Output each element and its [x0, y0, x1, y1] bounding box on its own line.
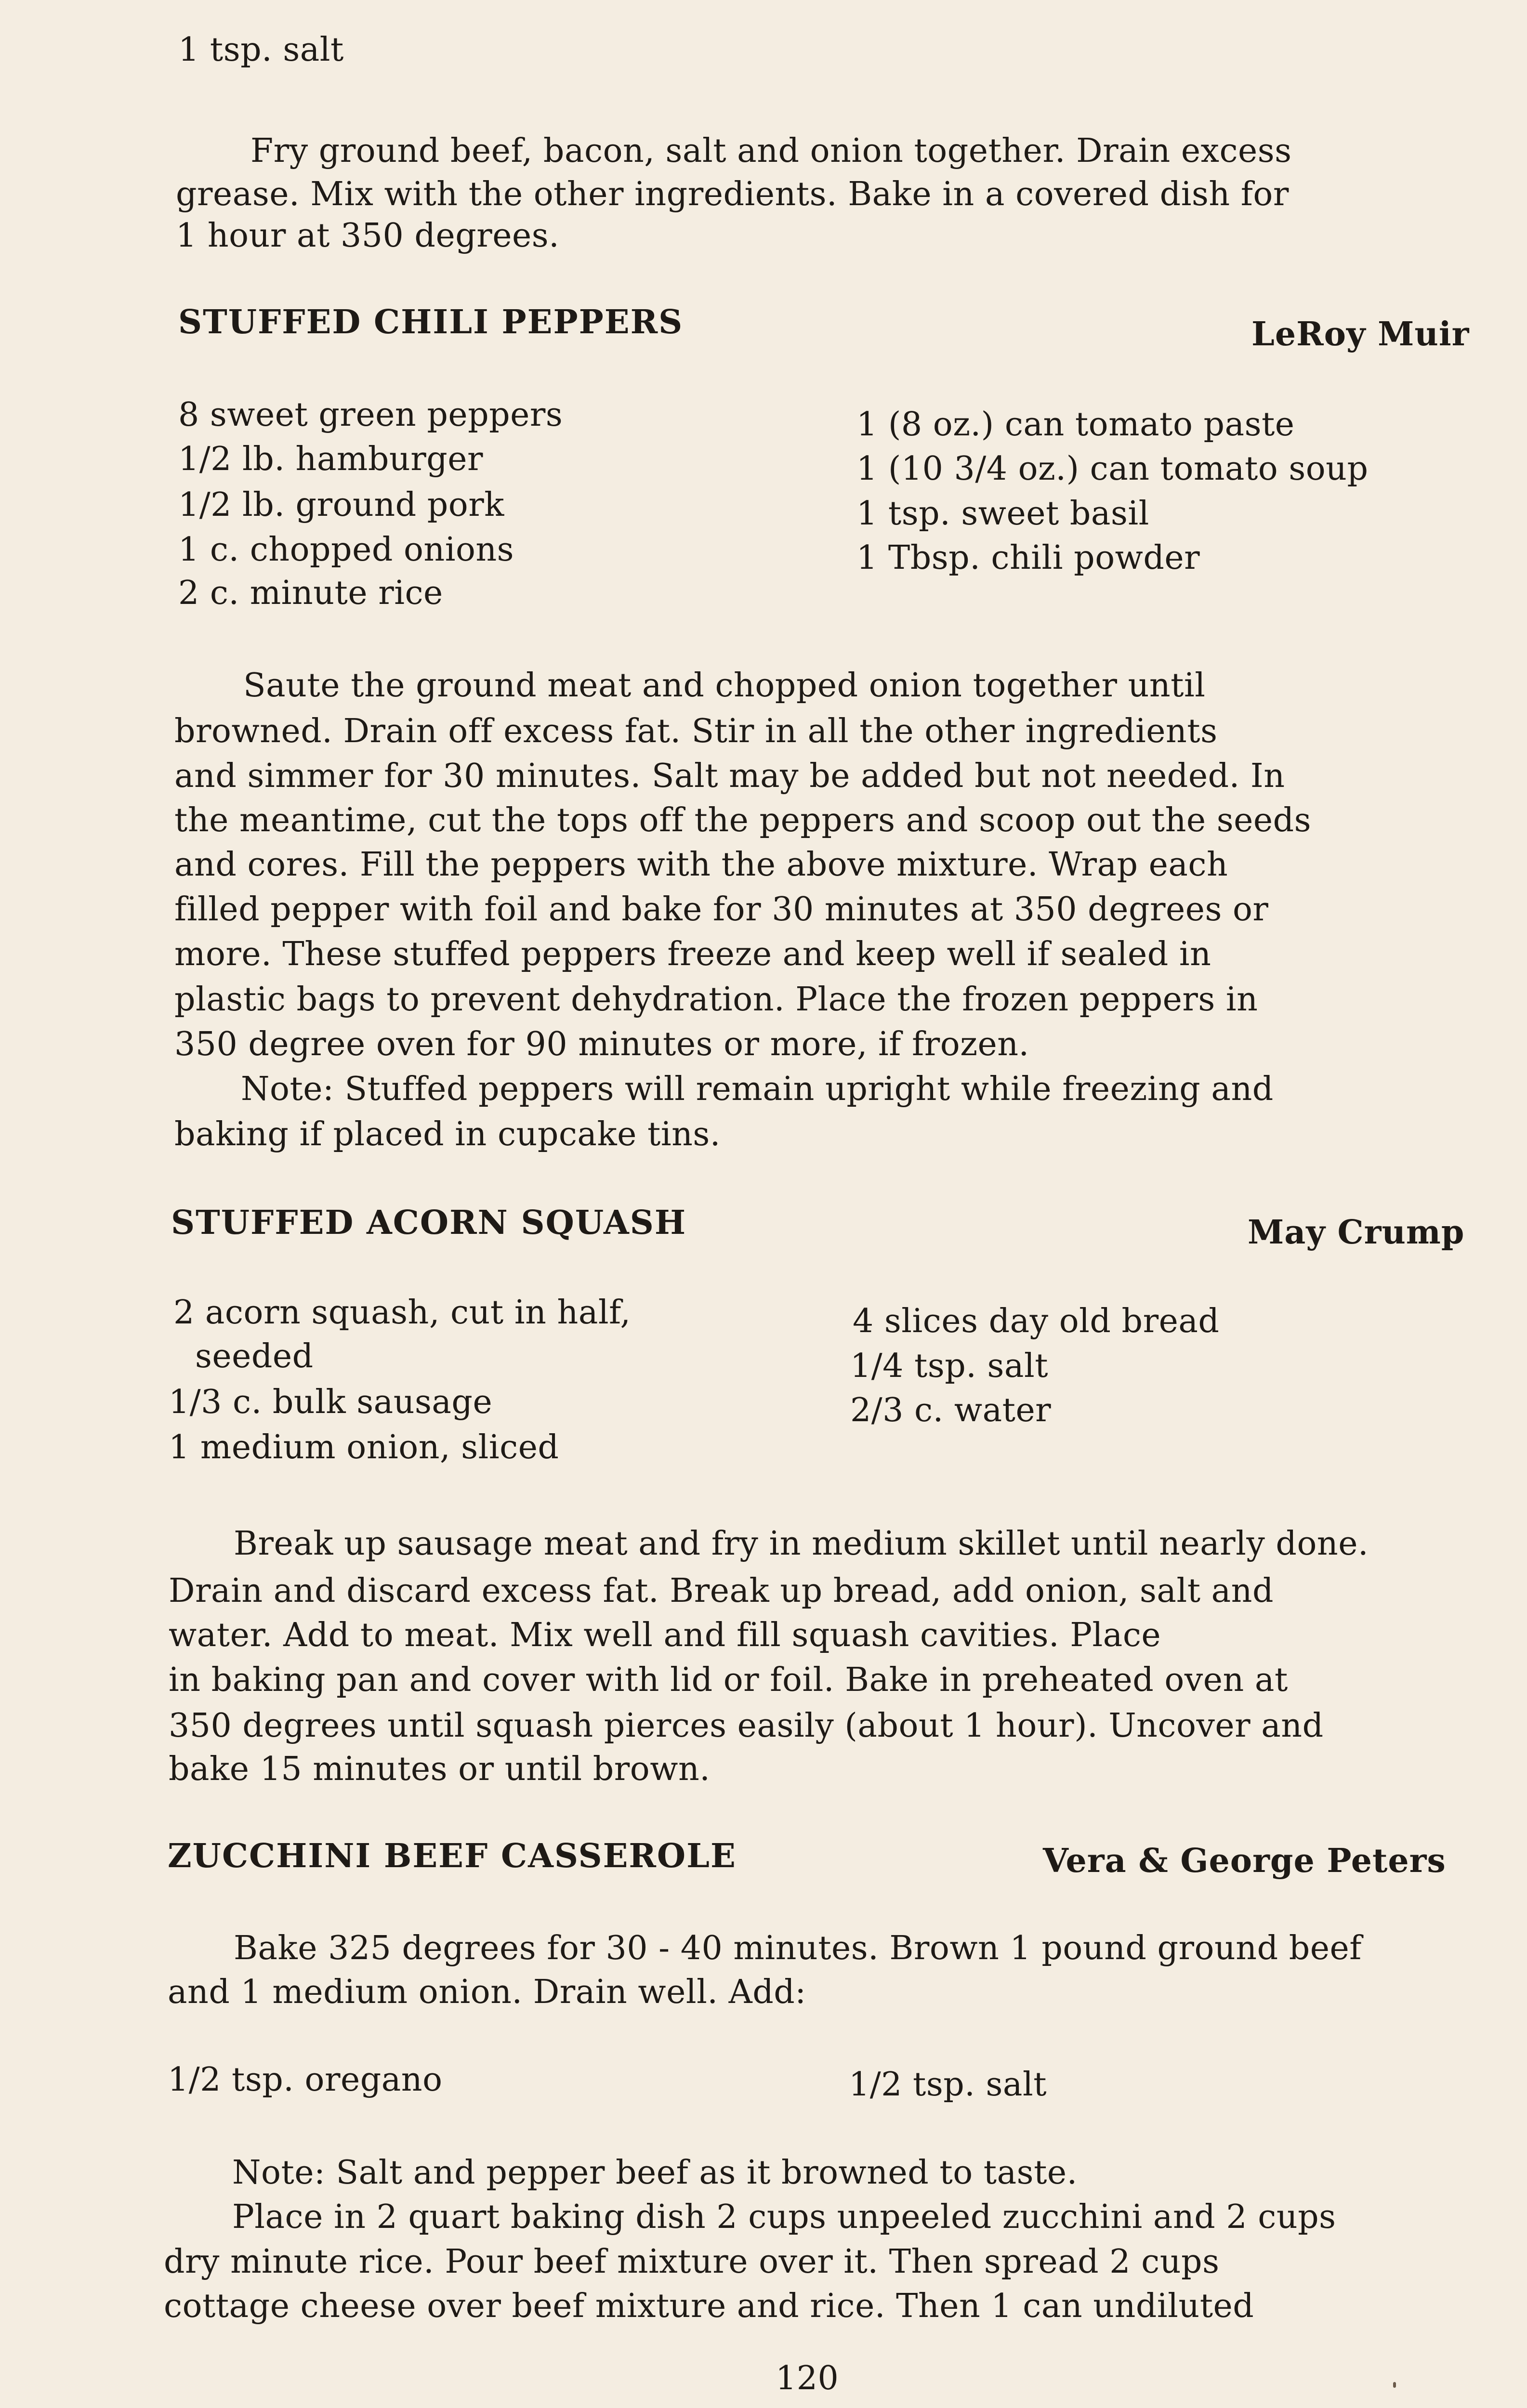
direction-line: bake 15 minutes or until brown. — [169, 1750, 711, 1788]
direction-line: in baking pan and cover with lid or foil. Bake in preheated oven at — [169, 1661, 1288, 1699]
ingredient-left: 1 c. chopped onions — [178, 531, 514, 569]
direction-line: and simmer for 30 minutes. Salt may be added but not needed. In — [174, 757, 1285, 795]
recipe-author: LeRoy Muir — [1251, 315, 1470, 353]
direction-line: water. Add to meat. Mix well and fill squash cavities. Place — [169, 1616, 1161, 1654]
direction-line: cottage cheese over beef mixture and rice. Then 1 can undiluted — [164, 2287, 1254, 2325]
ink-speck — [1393, 2382, 1396, 2388]
ingredient-left: 1/2 lb. ground pork — [178, 486, 504, 524]
direction-line: and 1 medium onion. Drain well. Add: — [168, 1973, 806, 2011]
direction-line: 350 degree oven for 90 minutes or more, if frozen. — [174, 1025, 1029, 1063]
intro-line: Fry ground beef, bacon, salt and onion together. Drain excess — [250, 132, 1292, 170]
ingredient-left: 1/2 tsp. oregano — [168, 2061, 443, 2099]
recipe-title: STUFFED ACORN SQUASH — [171, 1204, 687, 1242]
ingredient-right: 1 tsp. sweet basil — [856, 495, 1149, 533]
direction-line: plastic bags to prevent dehydration. Place the frozen peppers in — [174, 981, 1258, 1019]
direction-line: Saute the ground meat and chopped onion together until — [243, 667, 1206, 705]
ingredient-left: 1/3 c. bulk sausage — [169, 1383, 493, 1421]
direction-line: the meantime, cut the tops off the peppers and scoop out the seeds — [174, 801, 1312, 839]
ingredient-right: 1 (8 oz.) can tomato paste — [856, 406, 1295, 444]
ingredient-right: 1 Tbsp. chili powder — [856, 539, 1200, 577]
recipe-author: Vera & George Peters — [1043, 1842, 1446, 1880]
direction-line: and cores. Fill the peppers with the above mixture. Wrap each — [174, 846, 1228, 884]
intro-line: 1 hour at 350 degrees. — [176, 217, 560, 255]
recipe-title: ZUCCHINI BEEF CASSEROLE — [168, 1837, 737, 1875]
ingredient-left: 8 sweet green peppers — [178, 396, 563, 434]
ingredient-right: 1/4 tsp. salt — [850, 1347, 1049, 1385]
ingredient-right: 1 (10 3/4 oz.) can tomato soup — [856, 450, 1369, 488]
direction-line: more. These stuffed peppers freeze and keep well if sealed in — [174, 935, 1211, 973]
direction-line: dry minute rice. Pour beef mixture over it. Then spread 2 cups — [164, 2243, 1220, 2281]
recipe-author: May Crump — [1248, 1213, 1465, 1252]
direction-line: Note: Salt and pepper beef as it browned to taste. — [232, 2154, 1078, 2192]
ingredient-right: 1/2 tsp. salt — [849, 2066, 1047, 2104]
direction-line: 350 degrees until squash pierces easily (about 1 hour). Uncover and — [169, 1707, 1324, 1745]
direction-line: baking if placed in cupcake tins. — [174, 1115, 721, 1153]
direction-line: Note: Stuffed peppers will remain upright while freezing and — [241, 1070, 1274, 1108]
direction-line: browned. Drain off excess fat. Stir in all the other ingredients — [174, 712, 1218, 750]
ingredient-left: 1 medium onion, sliced — [169, 1428, 559, 1466]
ingredient-left: 2 acorn squash, cut in half, — [173, 1294, 631, 1332]
direction-line: Break up sausage meat and fry in medium skillet until nearly done. — [234, 1525, 1369, 1563]
direction-line: Bake 325 degrees for 30 - 40 minutes. Brown 1 pound ground beef — [234, 1929, 1362, 1967]
direction-line: Place in 2 quart baking dish 2 cups unpeeled zucchini and 2 cups — [232, 2198, 1336, 2236]
intro-line: grease. Mix with the other ingredients. Bake in a covered dish for — [176, 175, 1289, 213]
intro-ingredient: 1 tsp. salt — [178, 31, 344, 69]
page-number: 120 — [776, 2359, 839, 2397]
recipe-title: STUFFED CHILI PEPPERS — [178, 303, 684, 341]
ingredient-left: seeded — [195, 1337, 314, 1375]
direction-line: Drain and discard excess fat. Break up bread, add onion, salt and — [169, 1572, 1274, 1610]
ingredient-right: 4 slices day old bread — [853, 1302, 1220, 1340]
ingredient-left: 1/2 lb. hamburger — [178, 440, 483, 478]
ingredient-right: 2/3 c. water — [850, 1391, 1052, 1429]
direction-line: filled pepper with foil and bake for 30 minutes at 350 degrees or — [174, 890, 1269, 929]
ingredient-left: 2 c. minute rice — [178, 574, 443, 612]
